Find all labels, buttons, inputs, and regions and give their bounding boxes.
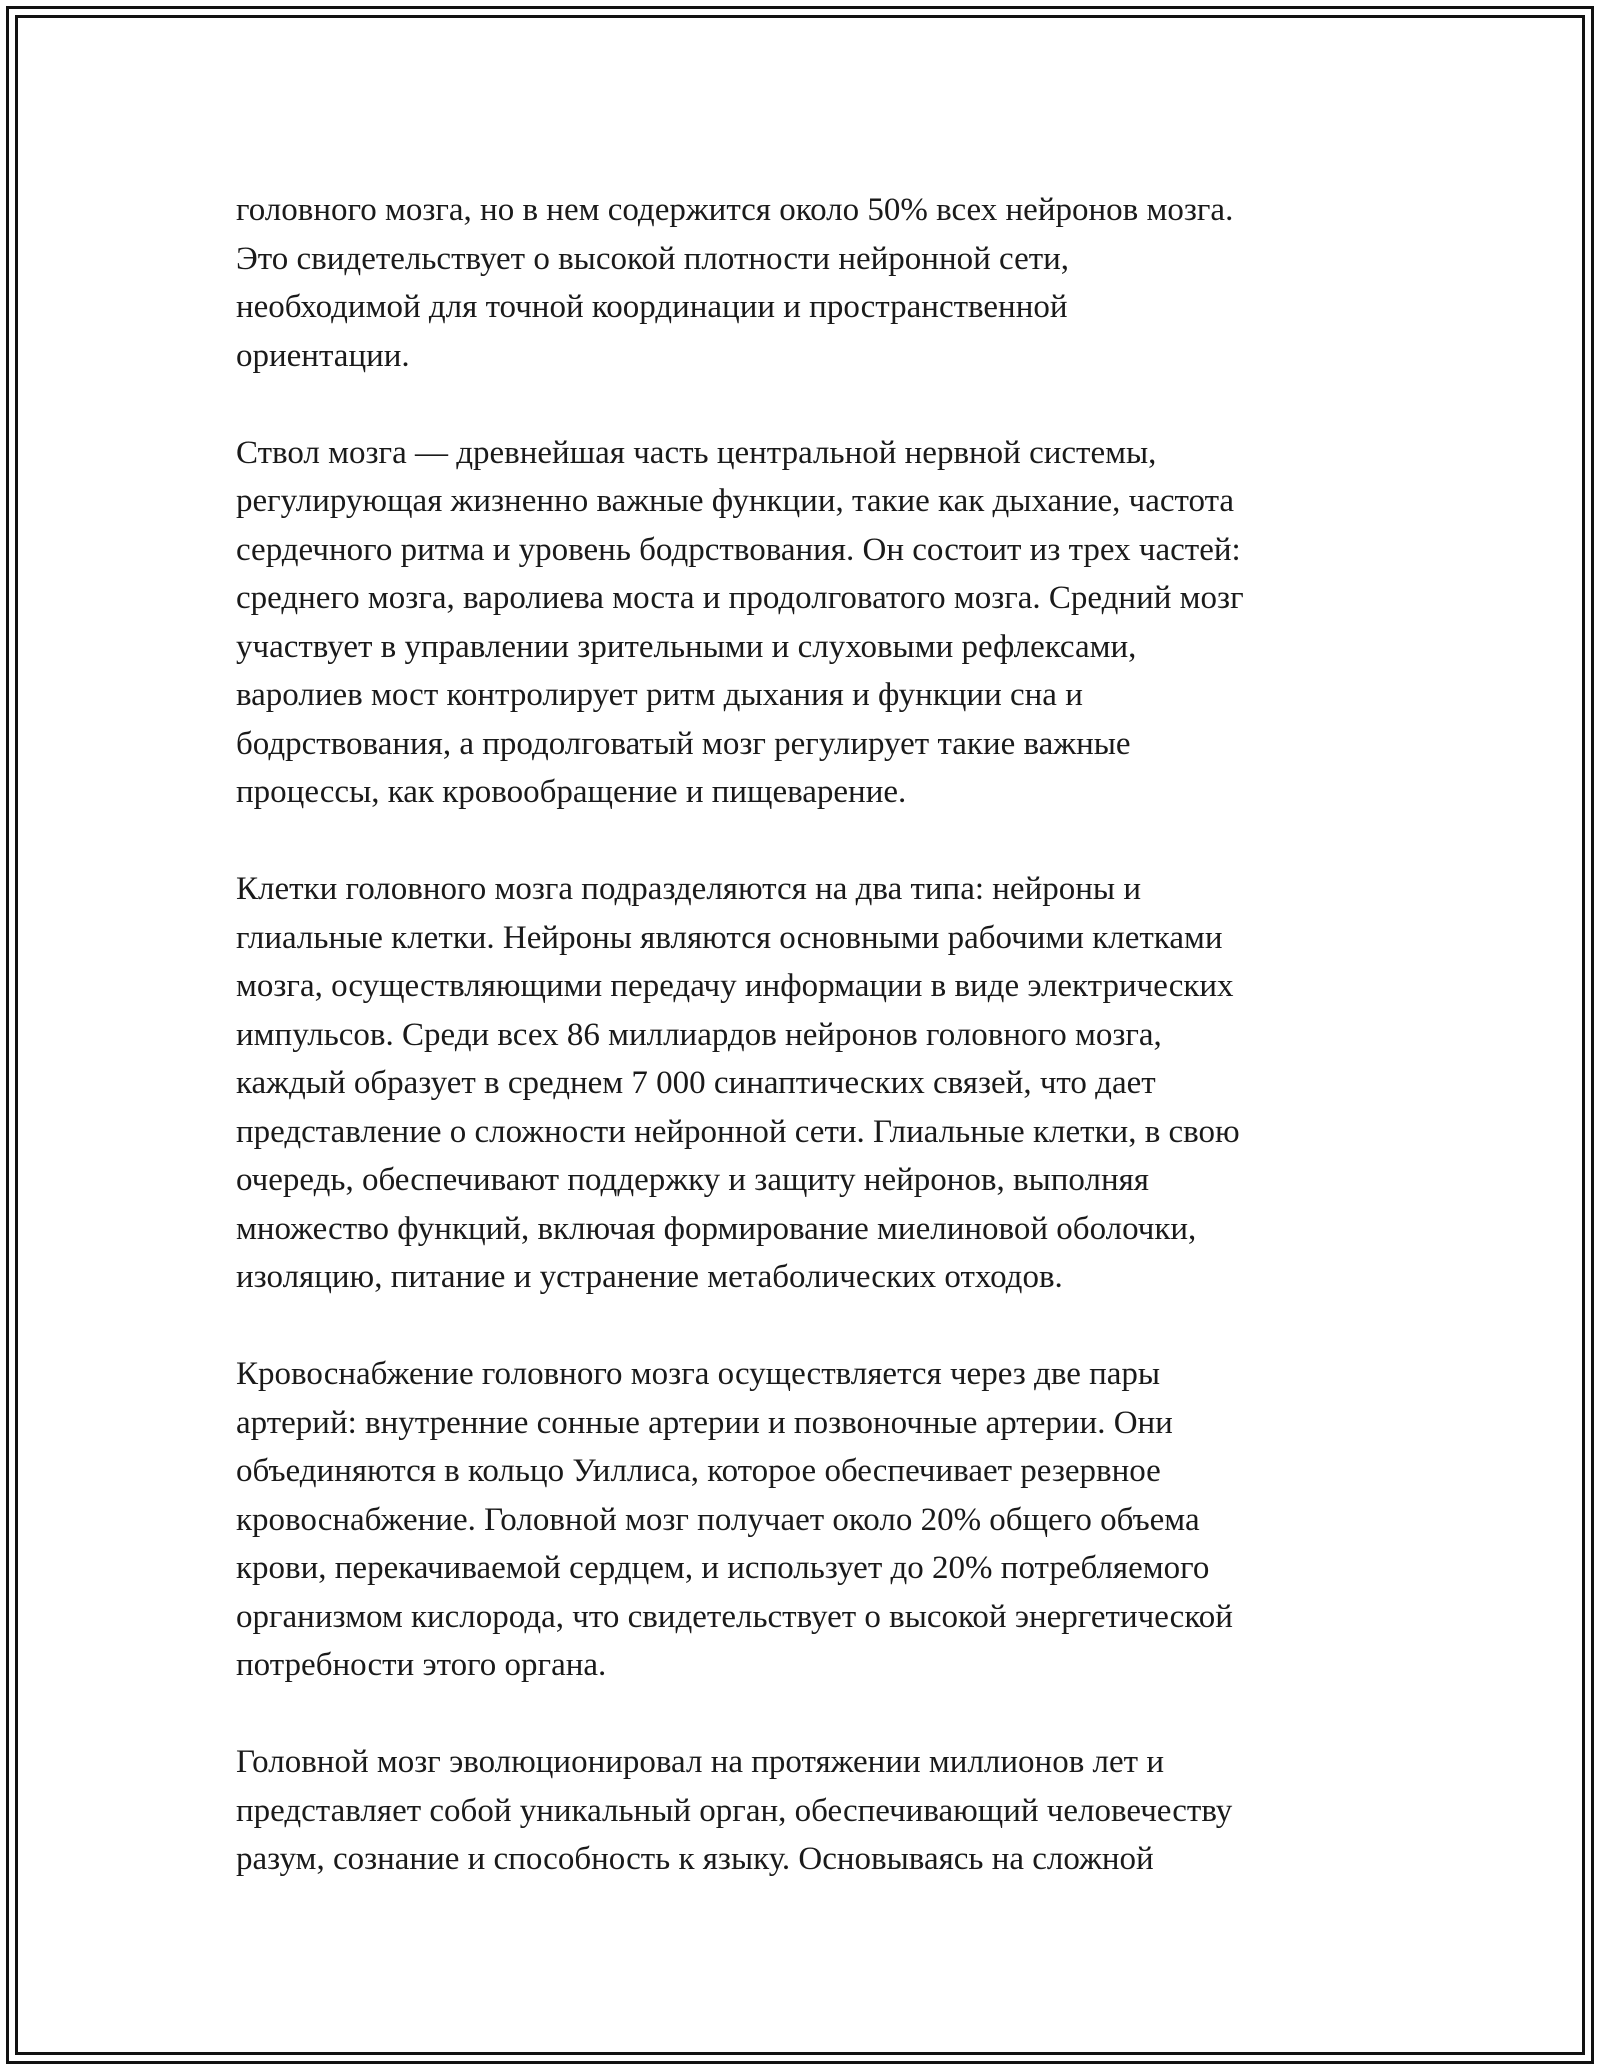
paragraph-brain-cells (236, 865, 1386, 1302)
text-line: множество функций, включая формирование миелиновой оболочки, (236, 1210, 1197, 1247)
text-line: варолиев мост контролирует ритм дыхания и функции сна и (236, 677, 1083, 713)
text-line: Клетки головного мозга подразделяются на два типа: нейроны и (236, 871, 1141, 907)
text-line: Ствол мозга — древнейшая часть центральной нервной системы, (236, 434, 1157, 471)
text-line: каждый образует в среднем 7 000 синаптических связей, что дает (236, 1065, 1156, 1101)
text-line: импульсов. Среди всех 86 миллиардов нейронов головного мозга, (236, 1016, 1162, 1053)
text-line: потребности этого органа. (236, 1647, 607, 1683)
text-line: глиальные клетки. Нейроны являются основными рабочими клетками (236, 919, 1223, 956)
text-line: разум, сознание и способность к языку. Основываясь на сложной (236, 1841, 1154, 1877)
text-line: бодрствования, а продолговатый мозг регулирует такие важные (236, 725, 1131, 762)
text-line: Кровоснабжение головного мозга осуществляется через две пары (236, 1356, 1161, 1392)
text-line: организмом кислорода, что свидетельствует о высокой энергетической (236, 1598, 1233, 1635)
text-line: крови, перекачиваемой сердцем, и использует до 20% потребляемого (236, 1550, 1210, 1586)
text-line: мозга, осуществляющими передачу информации в виде электрических (236, 968, 1234, 1004)
text-line: представляет собой уникальный орган, обеспечивающий человечеству (236, 1792, 1233, 1829)
paragraph-brainstem (236, 429, 1386, 817)
text-line: головного мозга, но в нем содержится около 50% всех нейронов мозга. (236, 192, 1234, 228)
text-line: артерий: внутренние сонные артерии и позвоночные артерии. Они (236, 1404, 1173, 1441)
paragraph-cerebellum (236, 186, 1386, 380)
text-line: кровоснабжение. Головной мозг получает около 20% общего объема (236, 1501, 1200, 1538)
text-line: регулирующая жизненно важные функции, такие как дыхание, частота (236, 483, 1235, 519)
document-body (236, 186, 1386, 1932)
paragraph-blood-supply (236, 1350, 1386, 1690)
text-line: объединяются в кольцо Уиллиса, которое обеспечивает резервное (236, 1453, 1161, 1489)
text-line: среднего мозга, варолиева моста и продолговатого мозга. Средний мозг (236, 580, 1244, 616)
text-line: очередь, обеспечивают поддержку и защиту нейронов, выполняя (236, 1162, 1149, 1198)
text-line: процессы, как кровообращение и пищеварение. (236, 774, 907, 810)
text-line: изоляцию, питание и устранение метаболических отходов. (236, 1259, 1063, 1295)
text-line: Это свидетельствует о высокой плотности нейронной сети, (236, 240, 1070, 277)
text-line: Головной мозг эволюционировал на протяжении миллионов лет и (236, 1744, 1164, 1780)
paragraph-evolution (236, 1738, 1386, 1884)
text-line: ориентации. (236, 337, 410, 374)
text-line: сердечного ритма и уровень бодрствования. Он состоит из трех частей: (236, 531, 1241, 568)
text-line: необходимой для точной координации и пространственной (236, 289, 1068, 325)
text-line: участвует в управлении зрительными и слуховыми рефлексами, (236, 628, 1137, 665)
text-line: представление о сложности нейронной сети. Глиальные клетки, в свою (236, 1113, 1240, 1150)
